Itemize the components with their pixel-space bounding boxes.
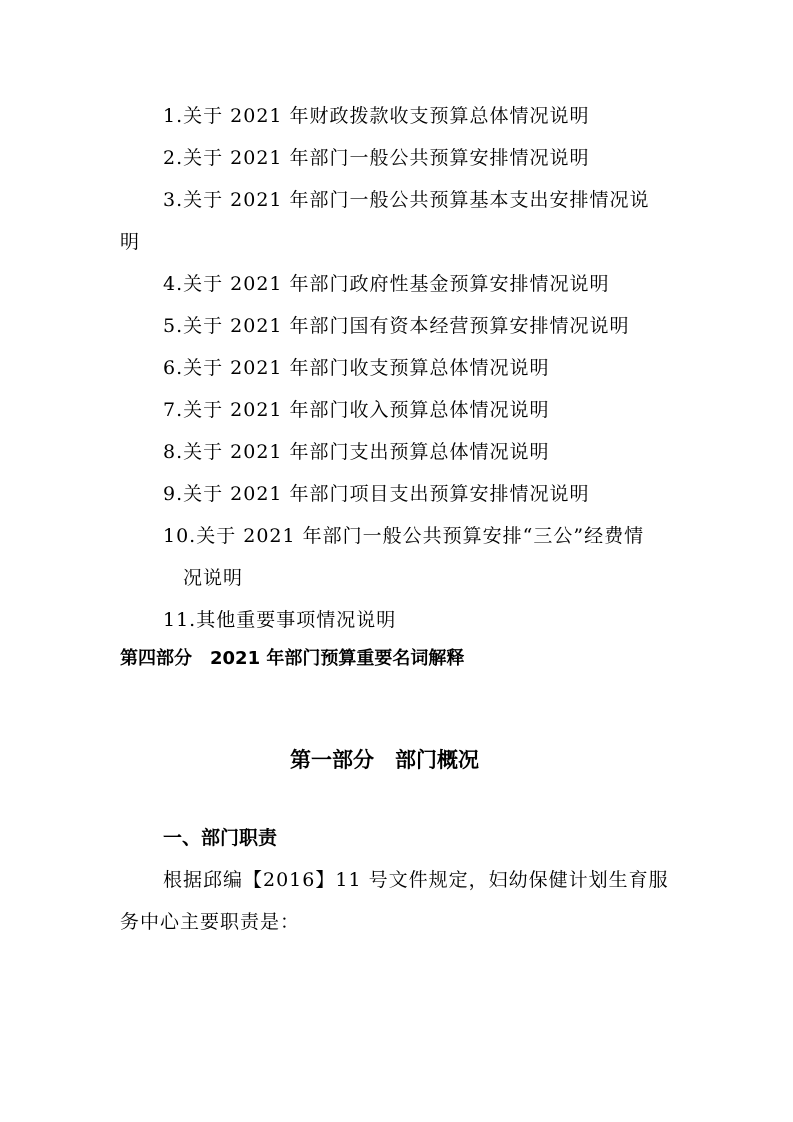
toc-item-3-continuation: 明	[120, 231, 141, 253]
toc-item-10: 10.关于 2021 年部门一般公共预算安排“三公”经费情	[163, 525, 645, 547]
toc-item-5: 5.关于 2021 年部门国有资本经营预算安排情况说明	[163, 315, 630, 337]
part4-heading: 第四部分 2021 年部门预算重要名词解释	[120, 648, 465, 669]
toc-item-3: 3.关于 2021 年部门一般公共预算基本支出安排情况说	[163, 189, 650, 211]
paragraph-line-1: 根据邱编【2016】11 号文件规定，妇幼保健计划生育服	[163, 869, 669, 891]
toc-item-10-continuation: 况说明	[183, 567, 244, 589]
toc-item-4: 4.关于 2021 年部门政府性基金预算安排情况说明	[163, 273, 610, 295]
toc-item-9: 9.关于 2021 年部门项目支出预算安排情况说明	[163, 483, 590, 505]
section-1-heading: 一、部门职责	[163, 827, 278, 849]
toc-item-2: 2.关于 2021 年部门一般公共预算安排情况说明	[163, 147, 590, 169]
paragraph-line-2: 务中心主要职责是：	[120, 911, 301, 933]
toc-item-6: 6.关于 2021 年部门收支预算总体情况说明	[163, 357, 550, 379]
toc-item-1: 1.关于 2021 年财政拨款收支预算总体情况说明	[163, 105, 590, 127]
toc-item-8: 8.关于 2021 年部门支出预算总体情况说明	[163, 441, 550, 463]
toc-item-7: 7.关于 2021 年部门收入预算总体情况说明	[163, 399, 550, 421]
toc-item-11: 11.其他重要事项情况说明	[163, 609, 397, 631]
part1-heading: 第一部分 部门概况	[290, 748, 479, 772]
